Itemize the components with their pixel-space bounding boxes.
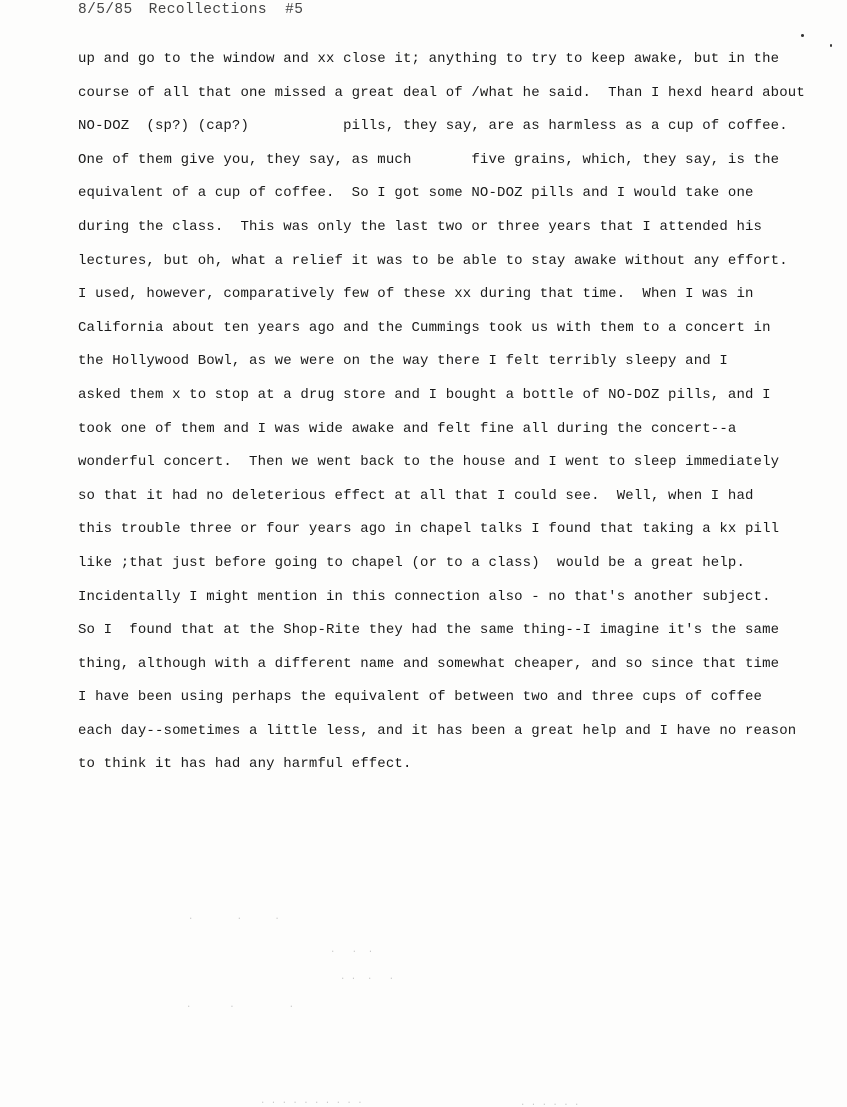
text-line: I used, however, comparatively few of these xx during that time. When I was in	[78, 286, 754, 303]
text-line: course of all that one missed a great deal of /what he said. Than I hexd heard about	[78, 84, 805, 101]
paper-speckle: . . . . . .	[520, 1098, 580, 1107]
header-date: 8/5/85	[78, 2, 133, 18]
text-line: so that it had no deleterious effect at all that I could see. Well, when I had	[78, 487, 754, 504]
text-line: So I found that at the Shop-Rite they had the same thing--I imagine it's the same	[78, 622, 780, 639]
text-line: NO-DOZ (sp?) (cap?) pills, they say, are as harmless as a cup of coffee.	[78, 118, 788, 135]
text-line: California about ten years ago and the Cummings took us with them to a concert in	[78, 319, 771, 336]
paper-speckle: . . . .	[340, 972, 395, 982]
text-line: during the class. This was only the last two or three years that I attended his	[78, 218, 763, 235]
document-body	[78, 48, 808, 787]
ink-tick-mark	[830, 44, 832, 47]
text-line: this trouble three or four years ago in chapel talks I found that taking a kx pill	[78, 521, 780, 538]
paper-speckle: . . . . . . . . . .	[260, 1096, 363, 1106]
text-line: equivalent of a cup of coffee. So I got some NO-DOZ pills and I would take one	[78, 185, 754, 202]
text-line: lectures, but oh, what a relief it was to be able to stay awake without any effort.	[78, 252, 788, 269]
text-line: Incidentally I might mention in this connection also - no that's another subject.	[78, 588, 771, 605]
text-line: One of them give you, they say, as much five grains, which, they say, is the	[78, 151, 780, 168]
text-line: the Hollywood Bowl, as we were on the way there I felt terribly sleepy and I	[78, 353, 728, 370]
page-header	[78, 2, 303, 18]
paper-speckle: . . .	[188, 912, 280, 922]
text-line: wonderful concert. Then we went back to the house and I went to sleep immediately	[78, 454, 780, 471]
paper-speckle: . . .	[330, 945, 374, 955]
text-line: asked them x to stop at a drug store and I bought a bottle of NO-DOZ pills, and I	[78, 386, 771, 403]
text-line: I have been using perhaps the equivalent of between two and three cups of coffee	[78, 689, 763, 706]
header-title: Recollections	[148, 2, 267, 18]
text-line: to think it has had any harmful effect.	[78, 756, 412, 773]
text-line: thing, although with a different name and somewhat cheaper, and so since that time	[78, 655, 780, 672]
header-page-number: #5	[285, 2, 304, 18]
ink-dot-mark	[801, 34, 804, 37]
paper-speckle: . . .	[186, 1000, 295, 1010]
text-line: like ;that just before going to chapel (or to a class) would be a great help.	[78, 554, 746, 571]
text-line: each day--sometimes a little less, and it has been a great help and I have no reason	[78, 722, 797, 739]
text-line: up and go to the window and xx close it; anything to try to keep awake, but in the	[78, 51, 780, 67]
text-line: took one of them and I was wide awake and felt fine all during the concert--a	[78, 420, 737, 437]
